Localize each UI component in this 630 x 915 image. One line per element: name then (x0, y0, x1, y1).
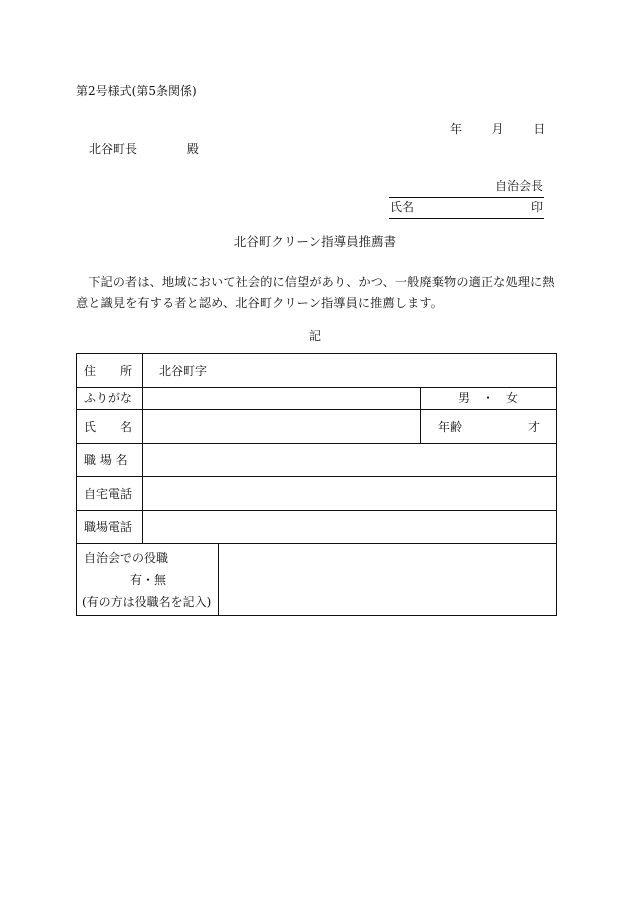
addressee-honorific: 殿 (186, 142, 199, 156)
date-year: 年 (450, 122, 463, 136)
workplace-field[interactable] (143, 444, 556, 476)
age-unit: 才 (528, 420, 541, 434)
position-note: (有の方は役職名を記入) (82, 595, 212, 609)
age-label: 年齢 (438, 420, 463, 434)
seal-label: 印 (530, 200, 543, 214)
position-label: 自治会での役職 (84, 551, 169, 565)
home-phone-field[interactable] (143, 477, 556, 510)
name-line[interactable] (389, 200, 544, 219)
date-day: 日 (533, 122, 546, 136)
name-row-label: 氏 名 (84, 420, 133, 434)
signature-block (389, 179, 544, 219)
date-month: 月 (491, 122, 504, 136)
body-text: 下記の者は、地域において社会的に信望があり、かつ、一般廃棄物の適正な処理に熱意と識見を有する者と認め、北谷町クリーン指導員に推薦します。 (76, 275, 555, 310)
work-phone-label: 職場電話 (84, 520, 133, 534)
workplace-label: 職 場 名 (84, 453, 128, 467)
name-label: 氏名 (390, 200, 415, 214)
address-label: 住 所 (84, 364, 133, 378)
home-phone-label: 自宅電話 (84, 487, 133, 501)
name-field[interactable] (143, 410, 420, 443)
position-field[interactable] (219, 544, 556, 615)
association-line[interactable] (389, 179, 544, 198)
furigana-label: ふりがな (84, 391, 133, 405)
form-number: 第2号様式(第5条関係) (76, 84, 197, 98)
addressee (89, 143, 199, 155)
association-label: 自治会長 (494, 179, 543, 193)
work-phone-field[interactable] (143, 511, 556, 543)
date-line (450, 123, 545, 135)
furigana-field[interactable] (143, 388, 420, 409)
document-title: 北谷町クリーン指導員推薦書 (233, 234, 397, 249)
gender-choice[interactable]: 男 ・ 女 (458, 391, 519, 405)
ki-heading: 記 (308, 329, 321, 343)
applicant-table (76, 353, 557, 616)
addressee-name: 北谷町長 (89, 142, 138, 156)
address-value[interactable]: 北谷町字 (159, 364, 208, 378)
position-choice[interactable]: 有・無 (130, 573, 167, 587)
